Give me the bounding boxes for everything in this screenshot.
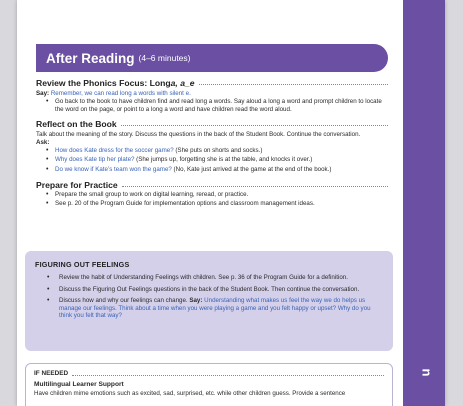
if-needed-box [25,363,393,406]
ask-label: Ask: [36,138,50,146]
say-label: Say: [189,297,203,305]
reflect-questions [46,147,388,174]
bullet-text: Discuss how and why our feelings can change. [59,297,190,305]
say-text: Remember, we can read long a words with silent e. [50,90,191,97]
say-text: Understanding what makes us feel the way we do helps us manage our feelings. Think about a time when you were playing a game and you felt happy or upset? Why do you think you felt that way? [59,297,371,320]
prepare-heading-text: Prepare for Practice [36,179,118,190]
prepare-bullets [46,191,388,208]
section-header-bar [36,44,388,72]
reflect-heading-text: Reflect on the Book [36,119,117,130]
figuring-bullets [47,274,383,320]
list-item [46,156,388,164]
if-needed-heading [34,370,384,377]
question-text: Why does Kate tip her plate? [55,156,135,164]
dotted-rule [121,125,388,126]
phonics-bullets [46,98,388,113]
side-band [403,0,445,406]
figuring-out-feelings-box [25,251,393,351]
if-needed-heading-text: IF NEEDED [34,370,69,377]
phonics-heading [36,78,388,88]
section-duration: (4–6 minutes) [138,53,191,63]
dotted-rule [122,186,388,187]
list-item [46,166,388,174]
phonics-heading-accent: a, a_e [170,78,195,88]
question-text: How does Kate dress for the soccer game? [55,146,174,154]
list-item [47,297,383,320]
document-page [17,0,445,406]
reflect-intro: Talk about the meaning of the story. Discuss the questions in the back of the Student Book. Continue the conversation. [36,131,361,139]
answer-text: (She puts on shorts and socks.) [173,146,263,154]
figuring-title: FIGURING OUT FEELINGS [35,260,130,269]
list-item: • Prepare the small group to work on digital learning, reread, or practice. [46,191,388,199]
if-needed-subheading: Multilingual Learner Support [34,381,124,388]
say-label: Say: [36,90,50,97]
list-item: • Go back to the book to have children find and read long a words. Say aloud a long a word and prompt children to locate the word on the page, or point to a long a word and have children read the word aloud. [46,98,388,113]
prepare-heading [36,180,388,190]
list-item: • Discuss the Figuring Out Feelings questions in the back of the Student Book. Then continue the conversation. [47,286,383,294]
list-item: • Review the habit of Understanding Feelings with children. See p. 36 of the Program Guide for a definition. [47,274,383,282]
reflect-heading [36,119,388,129]
phonics-say-line [36,90,388,97]
dotted-rule [199,84,388,85]
section-title: After Reading [46,50,135,66]
list-item [46,147,388,155]
dotted-rule [72,375,384,376]
if-needed-text: Have children mime emotions such as excited, sad, surprised, etc. while other children guess. Provide a sentence [34,390,346,397]
answer-text: (No, Kate just arrived at the game at the end of the book.) [171,165,332,173]
list-item: • See p. 20 of the Program Guide for implementation options and classroom management ideas. [46,200,388,208]
main-content [36,44,388,210]
question-text: Do we know if Kate’s team won the game? [55,165,172,173]
answer-text: (She jumps up, forgetting she is at the table, and knocks it over.) [134,156,313,164]
phonics-heading-text: Review the Phonics Focus: Long [36,78,171,88]
side-band-letter: n [419,368,435,377]
